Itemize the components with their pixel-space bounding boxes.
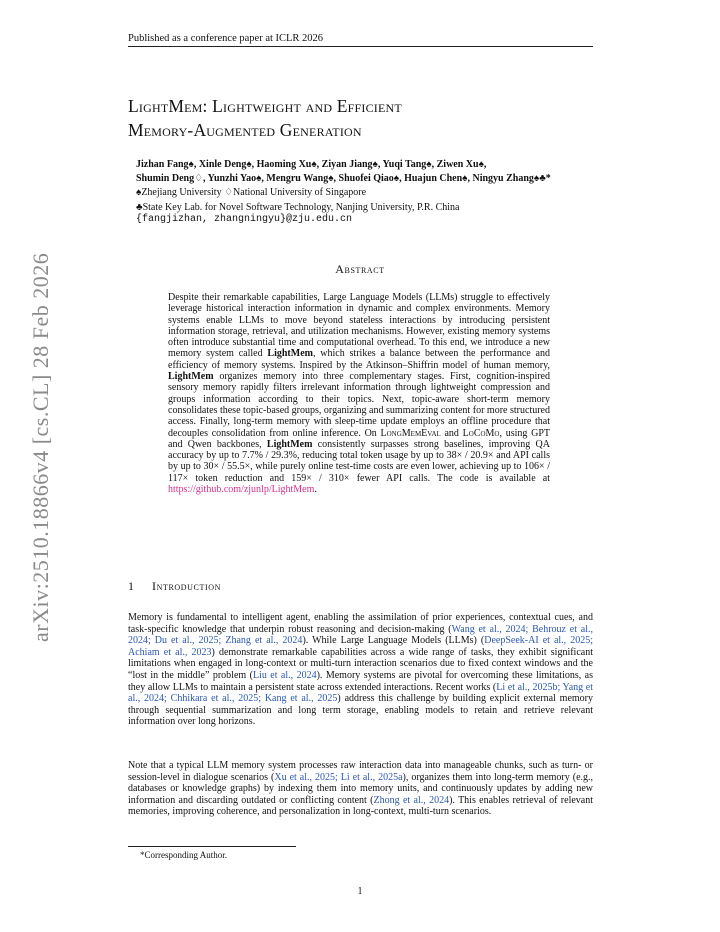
- paragraph-text: ) demonstrate remarkable capabilities across a wide range of tasks, they exhibit significant limitations when engaged in long-context or multi-turn interaction scenarios due to fixed context windows and the “lost in the middle” problem (: [128, 646, 593, 681]
- paragraph-text: ). While Large Language Models (LLMs) (: [302, 635, 485, 647]
- citation-link[interactable]: Xu et al., 2025; Li et al., 2025a: [274, 771, 403, 783]
- authors-line-1: Jizhan Fang♠, Xinle Deng♠, Haoming Xu♠, Ziyan Jiang♠, Yuqi Tang♠, Ziwen Xu♠,: [136, 159, 487, 170]
- paragraph-text: ). This enables retrieval of relevant memories, improving coherence, and personalization in long-context, multi-turn scenarios.: [128, 794, 594, 818]
- citation-link[interactable]: Li et al., 2025b; Yang et al., 2024; Chhikara et al., 2025; Kang et al., 2025: [128, 681, 594, 705]
- abstract-text: .: [314, 484, 317, 496]
- abstract-body: [168, 292, 550, 495]
- arxiv-stamp: [28, 252, 64, 642]
- system-name: LightMem: [267, 348, 313, 360]
- citation-link[interactable]: DeepSeek-AI et al., 2025; Achiam et al., 2023: [128, 635, 593, 658]
- paragraph-text: ), organizes them into long-term memory (e.g., databases or knowledge graphs) by indexing them into memory units, and continuously updates by adding new information and discarding outdated or conflicting content (: [128, 771, 594, 806]
- contact-email: {fangjizhan, zhangningyu}@zju.edu.cn: [136, 214, 353, 225]
- abstract-text: , which strikes a balance between the performance and efficiency of memory systems. Inspired by the Atkinson–Shiffrin model of human memory,: [168, 348, 550, 371]
- citation-link[interactable]: Zhong et al., 2024: [373, 794, 450, 806]
- abstract-text: organizes memory into three complementary stages. First, cognition-inspired sensory memory rapidly filters irrelevant information through lightweight compression and groups information according to their topics. Next, topic-aware short-term memory consolidates these topic-based groups, organizing and summarizing content for more structured access. Finally, long-term memory with sleep-time update employs an offline procedure that decouples consolidation from online inference. On: [168, 371, 550, 439]
- abstract-text: , using GPT and Qwen backbones,: [168, 427, 550, 450]
- abstract-text: Despite their remarkable capabilities, Large Language Models (LLMs) struggle to effectively leverage historical interaction information in dynamic and complex environments. Memory systems enable LLMs to move beyond stateless interactions by introducing persistent information storage, retrieval, and utilization mechanisms. However, existing memory systems often introduce substantial time and computational overhead. To this end, we introduce a new memory system called: [168, 292, 550, 360]
- section-number: 1: [128, 579, 134, 593]
- benchmark-name: LongMemEval: [380, 427, 441, 439]
- section-title: Introduction: [152, 579, 221, 593]
- abstract-text: and: [440, 427, 463, 439]
- system-name: LightMem: [168, 371, 214, 383]
- abstract-heading: Abstract: [335, 262, 385, 276]
- paragraph-text: ). Memory systems are pivotal for overcoming these limitations, as they allow LLMs to maintain a persistent state across extended interactions. Recent works (: [128, 669, 594, 693]
- citation-link[interactable]: Liu et al., 2024: [252, 669, 317, 681]
- title-line-2: Memory-Augmented Generation: [128, 120, 362, 140]
- paragraph-text: Memory is fundamental to intelligent agent, enabling the assimilation of prior experiences, contextual cues, and task-specific knowledge that underpin robust reasoning and decision-making (: [128, 612, 593, 635]
- code-link[interactable]: https://github.com/zjunlp/LightMem: [168, 484, 315, 496]
- paragraph-text: Note that a typical LLM memory system processes raw interaction data into manageable chunks, such as turn- or session-level in dialogue scenarios (: [128, 760, 593, 783]
- header-rule: [128, 46, 593, 47]
- affiliation-2: ♣State Key Lab. for Novel Software Technology, Nanjing University, P.R. China: [136, 202, 460, 213]
- title-line-1: LightMem: Lightweight and Efficient: [128, 96, 402, 116]
- benchmark-name: LoCoMo: [462, 427, 500, 439]
- authors-line-2: Shumin Deng♢, Yunzhi Yao♠, Mengru Wang♠, Shuofei Qiao♠, Huajun Chen♠, Ningyu Zhang♠♣*: [136, 173, 551, 184]
- abstract-text: consistently surpasses strong baselines, improving QA accuracy by up to 7.7% / 29.3%, reducing total token usage by up to 38× / 20.9× and API calls by up to 30× / 55.5×, while purely online test-time costs are even lower, achieving up to 106× / 117× token reduction and 159× / 310× fewer API calls. The code is available at: [168, 438, 551, 484]
- running-header: Published as a conference paper at ICLR 2026: [128, 33, 324, 44]
- author-list: [136, 158, 596, 186]
- system-name: LightMem: [266, 438, 313, 450]
- intro-paragraph-2: [128, 760, 593, 818]
- intro-paragraph-1: [128, 612, 593, 728]
- footnote-rule: [128, 846, 296, 847]
- citation-link[interactable]: Wang et al., 2024; Behrouz et al., 2024; Du et al., 2025; Zhang et al., 2024: [128, 623, 593, 647]
- arxiv-stamp-text: arXiv:2510.18866v4 [cs.CL] 28 Feb 2026: [28, 252, 53, 642]
- paper-title: [128, 94, 598, 142]
- page-number: 1: [357, 886, 363, 897]
- paragraph-text: ) address this challenge by building explicit external memory through sequential summarization and long term storage, enabling models to retain and retrieve relevant information over long horizons.: [128, 693, 593, 728]
- affiliation-1: ♠Zhejiang University ♢National University of Singapore: [136, 187, 367, 198]
- footnote: *Corresponding Author.: [140, 850, 227, 860]
